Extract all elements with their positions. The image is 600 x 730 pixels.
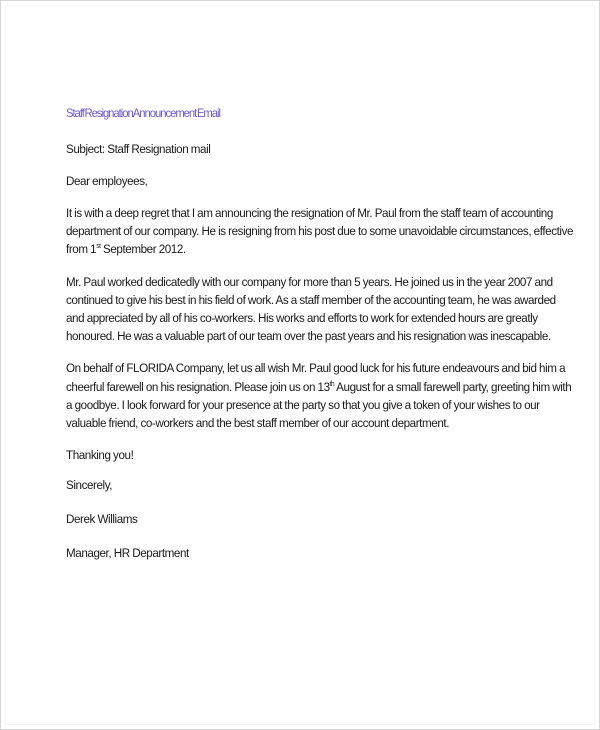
text-line xyxy=(66,204,553,222)
paragraph-service xyxy=(66,273,556,346)
text-line xyxy=(66,309,545,327)
ordinal-superscript: th xyxy=(329,380,335,388)
ordinal-superscript: st xyxy=(96,243,101,251)
text-segment: a goodbye. I look forward for your presence at the party so that you give a token of your wishes to our xyxy=(66,397,540,412)
text-line xyxy=(66,273,553,291)
text-line xyxy=(66,222,574,240)
email-subject: Subject: Staff Resignation mail xyxy=(66,142,211,156)
text-segment: On behalf of FLORIDA Company, let us all wish Mr. Paul good luck for his future endeavours and bid him a xyxy=(66,361,566,376)
email-greeting: Dear employees, xyxy=(66,174,148,188)
text-line xyxy=(66,240,545,258)
email-document xyxy=(66,104,574,578)
text-segment: valuable friend, co-workers and the best staff member of our account department. xyxy=(66,416,450,431)
text-line xyxy=(66,291,556,309)
text-segment: It is with a deep regret that I am announcing the resignation of Mr. Paul from the staff team of accounting xyxy=(66,206,553,220)
document-title: Staff Resignation Announcement Email xyxy=(66,106,220,120)
paragraph-announcement xyxy=(66,204,574,259)
text-segment: August for a small farewell party, greeting him with xyxy=(334,379,572,394)
text-line xyxy=(66,359,566,377)
text-line xyxy=(66,378,572,396)
text-segment: Mr. Paul worked dedicatedly with our company for more than 5 years. He joined us in the year 2007 and xyxy=(66,274,553,289)
text-segment: cheerful farewell on his resignation. Please join us on 13 xyxy=(66,379,330,394)
text-segment: from 1 xyxy=(66,242,97,257)
thanks-line: Thanking you! xyxy=(66,448,134,463)
signature-title: Manager, HR Department xyxy=(66,546,189,561)
text-segment: department of our company. He is resigning from his post due to some unavoidable circumstances, effective xyxy=(66,224,574,239)
text-segment: continued to give his best in his field of work. As a staff member of the accounting team, he was awarded xyxy=(66,292,556,307)
text-line xyxy=(66,396,545,414)
text-segment: September 2012. xyxy=(100,242,186,257)
paragraph-farewell xyxy=(66,359,572,432)
text-line xyxy=(66,327,551,345)
text-line xyxy=(66,414,545,432)
signature-name: Derek Williams xyxy=(66,512,138,527)
closing-salutation: Sincerely, xyxy=(66,478,113,493)
text-segment: honoured. He was a valuable part of our team over the past years and his resignation was inescapable. xyxy=(66,329,551,344)
text-segment: and appreciated by all of his co-workers. His works and efforts to work for extended hours are greatly xyxy=(66,311,538,326)
